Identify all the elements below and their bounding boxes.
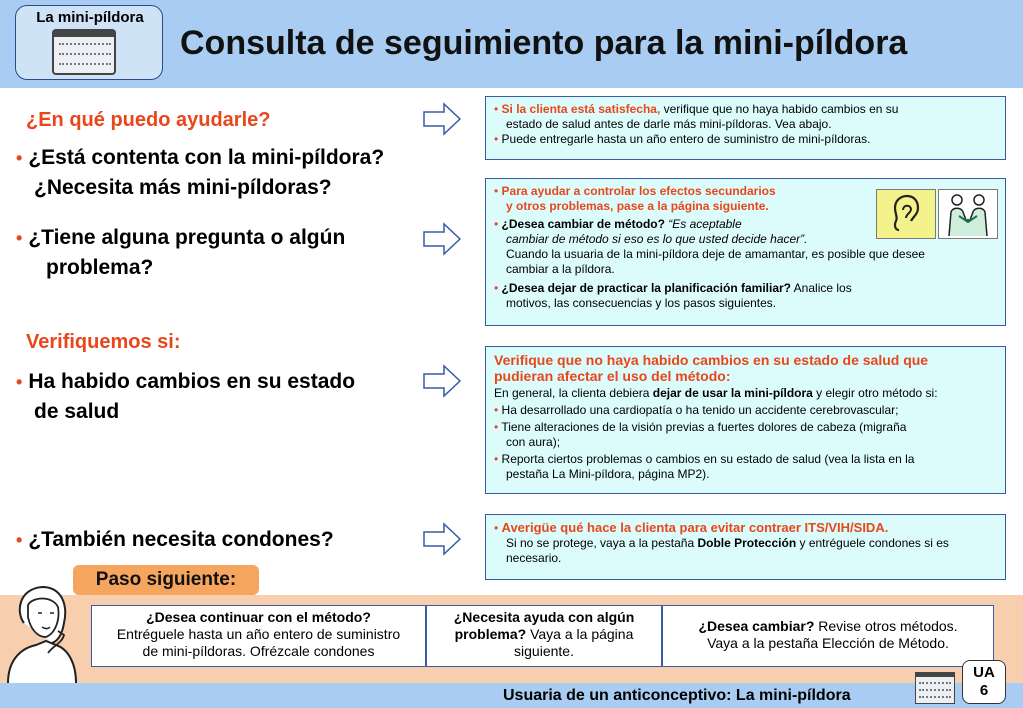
stop-planning-text1: Analice los — [791, 281, 852, 295]
need-help-bold1: ¿Necesita ayuda con algún — [453, 609, 635, 625]
change-method-option-bold: ¿Desea cambiar? — [698, 618, 815, 634]
question-health-line1: Ha habido cambios en su estado — [28, 370, 356, 393]
change-method-quote2: cambiar de método si eso es lo que usted decide hacer”. — [506, 232, 808, 246]
counselor-illustration-icon — [2, 583, 86, 685]
footer-text: Usuaria de un anticonceptivo: La mini-píldora — [503, 687, 851, 704]
question-health-change: • Ha habido cambios en su estado de salud — [16, 367, 355, 426]
health-item3-line1: Reporta ciertos problemas o cambios en su estado de salud (vea la lista en la — [501, 452, 915, 466]
arrow-right-icon — [422, 364, 462, 398]
health-item3-line2: pestaña La Mini-píldora, página MP2). — [506, 467, 710, 481]
condoms-text-post: y entréguele condones si es — [796, 536, 949, 550]
side-effects-line1: Para ayudar a controlar los efectos secundarios — [501, 184, 776, 198]
continue-method-text2: de mini-píldoras. Ofrézcale condones — [142, 643, 375, 659]
need-help-option[interactable] — [426, 605, 662, 667]
health-intro-bold: dejar de usar la mini-píldora — [652, 386, 813, 400]
ear-icon — [876, 189, 936, 239]
satisfied-info-box: • Si la clienta está satisfecha, verifique que no haya habido cambios en su estado de salud antes de darle más mini-píldoras. Vea abajo. • Puede entregarle hasta un año entero de suministro de mini-píldoras. — [485, 96, 1006, 160]
health-item1: Ha desarrollado una cardiopatía o ha tenido un accidente cerebrovascular; — [501, 403, 899, 417]
pill-pack-icon — [52, 29, 116, 75]
page-code-line1: UA — [973, 664, 995, 681]
health-item2-line2: con aura); — [506, 435, 561, 449]
question-satisfied-line2: ¿Necesita más mini-píldoras? — [34, 176, 332, 199]
need-help-text1: Vaya a la página — [526, 626, 634, 642]
change-method-quote1: “Es aceptable — [664, 217, 742, 231]
page-code-badge — [962, 660, 1006, 704]
side-effects-line2: y otros problemas, pase a la página siguiente. — [506, 199, 769, 213]
health-item2-line1: Tiene alteraciones de la visión previas a fuertes dolores de cabeza (migraña — [501, 420, 907, 434]
satisfied-text2: estado de salud antes de darle más mini-píldoras. Vea abajo. — [506, 117, 832, 131]
stop-planning-bold: ¿Desea dejar de practicar la planificación familiar? — [501, 281, 791, 295]
question-condoms-text: ¿También necesita condones? — [28, 528, 334, 551]
question-condoms: • ¿También necesita condones? — [16, 528, 334, 551]
stop-planning-text2: motivos, las consecuencias y los pasos siguientes. — [506, 296, 777, 310]
continue-method-text1: Entréguele hasta un año entero de suministro — [116, 626, 401, 642]
breastfeeding-text2: cambiar a la píldora. — [506, 262, 615, 276]
health-intro-post: y elegir otro método si: — [812, 386, 938, 400]
health-intro-pre: En general, la clienta debiera — [494, 386, 653, 400]
continue-method-option[interactable] — [91, 605, 426, 667]
health-head2: pudieran afectar el uso del método: — [494, 368, 731, 384]
page-code-line2: 6 — [979, 682, 989, 699]
change-method-option[interactable] — [662, 605, 994, 667]
arrow-right-icon — [422, 102, 462, 136]
next-step-label: Paso siguiente: — [73, 565, 259, 595]
question-satisfied-line1: ¿Está contenta con la mini-píldora? — [28, 146, 385, 169]
need-help-bold2: problema? — [454, 626, 527, 642]
question-problem-line2: problema? — [46, 256, 154, 279]
arrow-right-icon — [422, 522, 462, 556]
condoms-text-line2: necesario. — [506, 551, 562, 565]
help-heading: ¿En qué puedo ayudarle? — [26, 109, 271, 131]
condoms-box: • Averigüe qué hace la clienta para evitar contraer ITS/VIH/SIDA. Si no se protege, vaya a la pestaña Doble Protección y entréguele condones si es necesario. — [485, 514, 1006, 580]
problem-info-box: • Para ayudar a controlar los efectos secundarios y otros problemas, pase a la página siguiente. • ¿Desea cambiar de método? “Es aceptable cambiar de método si eso es lo que usted decide hacer”. Cuando la usuaria de la mini-píldora deje de amamantar, es posible que desee cambiar a la píldora. • ¿Desea dejar de practicar la planificación familiar? Analice los motivos, las consecuencias y los pasos siguientes. — [485, 178, 1006, 326]
question-satisfied: • ¿Está contenta con la mini-píldora? ¿Necesita más mini-píldoras? — [16, 143, 384, 202]
condoms-text-pre: Si no se protege, vaya a la pestaña — [506, 536, 698, 550]
continue-method-bold: ¿Desea continuar con el método? — [146, 609, 371, 625]
satisfied-red-text: Si la clienta está satisfecha, — [501, 102, 661, 116]
health-head1: Verifique que no haya habido cambios en su estado de salud que — [494, 352, 929, 368]
pill-pack-icon — [915, 672, 955, 704]
verify-heading: Verifiquemos si: — [26, 331, 181, 353]
health-worker-icon — [938, 189, 998, 239]
satisfied-text1: verifique que no haya habido cambios en su — [660, 102, 899, 116]
supply-year-text: Puede entregarle hasta un año entero de suministro de mini-píldoras. — [501, 132, 871, 146]
question-problem-line1: ¿Tiene alguna pregunta o algún — [28, 226, 346, 249]
page-title: Consulta de seguimiento para la mini-píldora — [180, 24, 908, 62]
change-method-bold: ¿Desea cambiar de método? — [501, 217, 665, 231]
condoms-red-text: Averigüe qué hace la clienta para evitar contraer ITS/VIH/SIDA. — [501, 520, 889, 535]
change-method-option-text2: Vaya a la pestaña Elección de Método. — [707, 635, 949, 651]
section-tab-label: La mini-píldora — [36, 9, 144, 26]
arrow-right-icon — [422, 222, 462, 256]
question-health-line2: de salud — [34, 400, 120, 423]
section-tab[interactable] — [15, 5, 163, 80]
question-problem: • ¿Tiene alguna pregunta o algún problema? — [16, 223, 345, 282]
need-help-text2: siguiente. — [514, 643, 574, 659]
health-change-box: Verifique que no haya habido cambios en su estado de salud que pudieran afectar el uso del método: En general, la clienta debiera dejar de usar la mini-píldora y elegir otro método si: • Ha desarrollado una cardiopatía o ha tenido un accidente cerebrovascular; • Tiene alteraciones de la visión previas a fuertes dolores de cabeza (migraña con aura); • Reporta ciertos problemas o cambios en su estado de salud (vea la lista en la pestaña La Mini-píldora, página MP2). — [485, 346, 1006, 494]
condoms-text-bold: Doble Protección — [697, 536, 797, 550]
breastfeeding-text1: Cuando la usuaria de la mini-píldora deje de amamantar, es posible que desee — [506, 247, 925, 261]
change-method-option-text1: Revise otros métodos. — [814, 618, 958, 634]
